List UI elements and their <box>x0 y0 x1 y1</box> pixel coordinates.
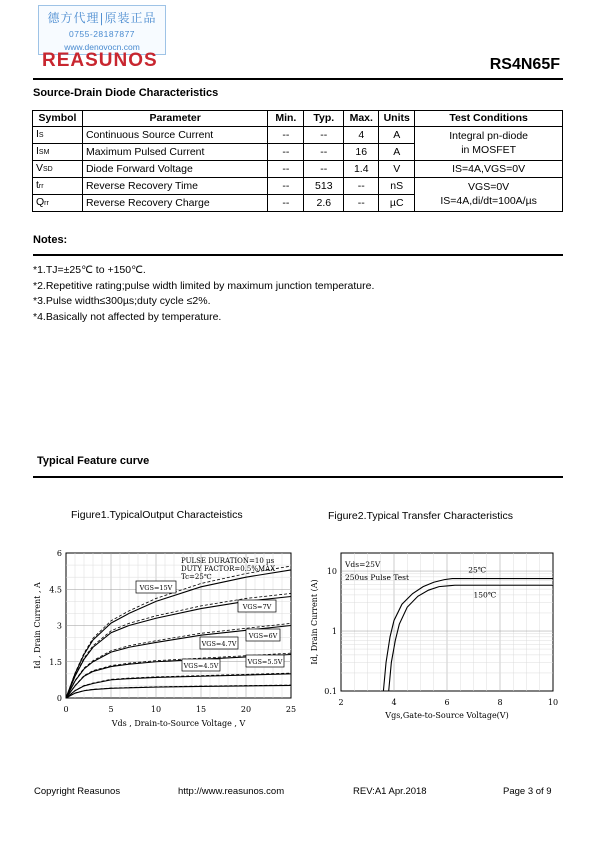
figure1-title: Figure1.TypicalOutput Characteistics <box>71 509 243 521</box>
parameter-cell: Continuous Source Current <box>82 126 267 143</box>
parameter-cell: Diode Forward Voltage <box>82 160 267 177</box>
footer-revision: REV:A1 Apr.2018 <box>353 786 427 797</box>
y-tick-label: 10 <box>326 567 337 577</box>
company-logo: REASUNOS <box>42 50 158 71</box>
unit-cell: µC <box>379 194 415 211</box>
x-tick-label: 8 <box>497 698 503 707</box>
series-label: VGS=7V <box>242 603 272 611</box>
figure2-chart <box>305 545 567 730</box>
y-axis-label: Id , Drain Current , A <box>33 582 42 669</box>
series-label: VGS=4.5V <box>183 662 219 670</box>
part-number: RS4N65F <box>489 56 560 73</box>
unit-cell: nS <box>379 177 415 194</box>
typical-divider <box>33 476 563 478</box>
section-title-source-drain: Source-Drain Diode Characteristics <box>33 87 219 99</box>
notes-title: Notes: <box>33 234 68 246</box>
series-label: VGS=4.7V <box>201 640 237 648</box>
unit-cell: A <box>379 126 415 143</box>
chart-annotation: PULSE DURATION=10 µs <box>181 557 275 565</box>
x-tick-label: 10 <box>150 705 162 714</box>
chart-annotation: DUTY FACTOR=0.5%MAX <box>181 565 276 573</box>
stamp-chinese-text: 德方代理|原装正品 <box>47 11 157 25</box>
symbol-cell: IS <box>33 126 83 143</box>
condition-cell: IS=4A,VGS=0V <box>415 160 563 177</box>
typ-cell: 2.6 <box>304 194 344 211</box>
min-cell: -- <box>268 177 304 194</box>
series-label: VGS=6V <box>248 632 278 640</box>
min-cell: -- <box>268 126 304 143</box>
header-divider <box>33 78 563 80</box>
chart-annotation: Tc=25℃ <box>181 573 212 581</box>
parameter-cell: Reverse Recovery Charge <box>82 194 267 211</box>
stamp-url: www.denovocn.com <box>64 42 140 52</box>
figure1-chart <box>30 545 300 730</box>
max-cell: -- <box>344 194 379 211</box>
chart-annotation: Vds=25V <box>345 560 381 569</box>
series-label: VGS=15V <box>139 584 173 592</box>
x-axis-label: Vgs,Gate-to-Source Voltage(V) <box>385 711 509 720</box>
max-cell: -- <box>344 177 379 194</box>
header-symbol: Symbol <box>33 111 83 127</box>
unit-cell: V <box>379 160 415 177</box>
source-drain-table <box>32 110 563 212</box>
y-axis-label: Id, Drain Current (A) <box>310 579 319 665</box>
y-tick-label: 4.5 <box>49 585 62 595</box>
x-tick-label: 6 <box>444 698 450 707</box>
parameter-cell: Maximum Pulsed Current <box>82 143 267 160</box>
distributor-stamp <box>38 5 166 55</box>
max-cell: 4 <box>344 126 379 143</box>
x-tick-label: 25 <box>285 705 297 714</box>
notes-divider <box>33 254 563 256</box>
x-axis-label: Vds , Drain-to-Source Voltage , V <box>111 719 246 728</box>
symbol-cell: trr <box>33 177 83 194</box>
condition-cell: VGS=0V IS=4A,di/dt=100A/µs <box>415 177 563 211</box>
x-tick-label: 0 <box>63 705 69 714</box>
min-cell: -- <box>268 143 304 160</box>
max-cell: 1.4 <box>344 160 379 177</box>
x-tick-label: 10 <box>547 698 559 707</box>
series-label: VGS=5.5V <box>247 658 283 666</box>
header-test-conditions: Test Conditions <box>415 111 563 127</box>
y-tick-label: 0.1 <box>324 687 337 696</box>
typ-cell: 513 <box>304 177 344 194</box>
note-item: *2.Repetitive rating;pulse width limited by maximum junction temperature. <box>33 279 375 292</box>
y-tick-label: 0 <box>56 694 62 703</box>
note-item: *1.TJ=±25℃ to +150℃. <box>33 264 146 276</box>
x-tick-label: 2 <box>338 698 344 707</box>
stamp-phone: 0755-28187877 <box>68 29 136 39</box>
symbol-cell: ISM <box>33 143 83 160</box>
typ-cell: -- <box>304 143 344 160</box>
header-max: Max. <box>344 111 379 127</box>
typ-cell: -- <box>304 160 344 177</box>
max-cell: 16 <box>344 143 379 160</box>
x-tick-label: 20 <box>240 705 252 714</box>
table-row <box>33 126 563 143</box>
chart-annotation: 250us Pulse Test <box>345 573 410 582</box>
x-tick-label: 15 <box>195 705 207 714</box>
footer-url[interactable]: http://www.reasunos.com <box>178 786 285 797</box>
header-min: Min. <box>268 111 304 127</box>
min-cell: -- <box>268 160 304 177</box>
figure2-title: Figure2.Typical Transfer Characteristics <box>328 510 513 522</box>
y-tick-label: 6 <box>56 549 62 558</box>
x-tick-label: 5 <box>108 705 114 714</box>
header-typ: Typ. <box>304 111 344 127</box>
x-tick-label: 4 <box>391 698 397 707</box>
unit-cell: A <box>379 143 415 160</box>
footer-copyright: Copyright Reasunos <box>34 786 121 797</box>
table-row <box>33 160 563 177</box>
table-header-row <box>33 111 563 127</box>
header-units: Units <box>379 111 415 127</box>
table-row <box>33 177 563 194</box>
footer-page: Page 3 of 9 <box>503 786 552 797</box>
parameter-cell: Reverse Recovery Time <box>82 177 267 194</box>
note-item: *3.Pulse width≤300µs;duty cycle ≤2%. <box>33 295 211 307</box>
header-parameter: Parameter <box>82 111 267 127</box>
condition-cell: Integral pn-diode in MOSFET <box>415 126 563 160</box>
series-label: 150℃ <box>473 590 497 600</box>
symbol-cell: Qrr <box>33 194 83 211</box>
y-tick-label: 3 <box>56 621 62 631</box>
typ-cell: -- <box>304 126 344 143</box>
typical-feature-title: Typical Feature curve <box>37 455 150 467</box>
y-tick-label: 1 <box>331 627 337 637</box>
symbol-cell: VSD <box>33 160 83 177</box>
notes-list <box>33 263 374 325</box>
min-cell: -- <box>268 194 304 211</box>
note-item: *4.Basically not affected by temperature. <box>33 310 222 323</box>
y-tick-label: 1.5 <box>49 657 62 667</box>
series-label: 25℃ <box>468 565 487 575</box>
